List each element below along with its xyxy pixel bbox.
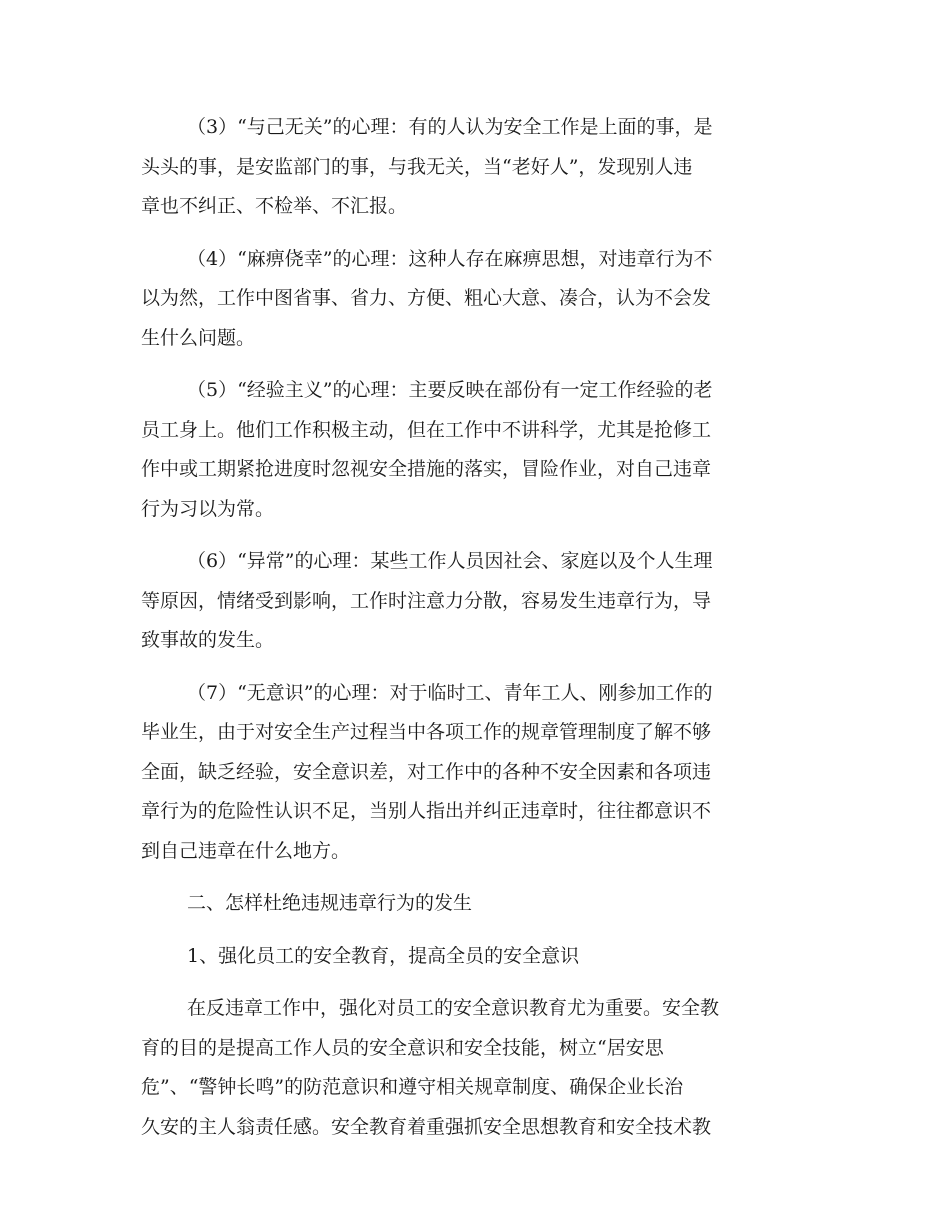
paragraph-5-empiricism: （5）“经验主义”的心理：主要反映在部份有一定工作经验的老 员工身上。他们工作积极主动，但在工作中不讲科学，尤其是抢修工 作中或工期紧抢进度时忽视安全措施的落实，冒险作业，对自己违章 行为习以为常。 [141,379,713,520]
document-body [141,108,811,1147]
subsection-heading-1: 1、强化员工的安全教育，提高全员的安全意识 [187,944,580,967]
paragraph-3-indifference: （3）“与己无关”的心理：有的人认为安全工作是上面的事，是 头头的事，是安监部门的事，与我无关，当“老好人”，发现别人违 章也不纠正、不检举、不汇报。 [141,116,713,217]
paragraph-4-complacency: （4）“麻痹侥幸”的心理：这种人存在麻痹思想，对违章行为不 以为然，工作中图省事、省力、方便、粗心大意、凑合，认为不会发 生什么问题。 [141,247,713,349]
paragraph-safety-education: 在反违章工作中，强化对员工的安全意识教育尤为重要。安全教 育的目的是提高工作人员的安全意识和安全技能，树立“居安思 危”、“警钟长鸣”的防范意识和遵守相关规章制度、确保企业长治 久安的主人翁责任感。安全教育着重强抓安全思想教育和安全技术教 [141,997,720,1138]
paragraph-6-abnormal: （6）“异常”的心理：某些工作人员因社会、家庭以及个人生理 等原因，情绪受到影响，工作时注意力分散，容易发生违章行为，导 致事故的发生。 [141,550,713,651]
section-heading-2: 二、怎样杜绝违规违章行为的发生 [187,892,473,914]
paragraph-7-unconscious: （7）“无意识”的心理：对于临时工、青年工人、刚参加工作的 毕业生，由于对安全生产过程当中各项工作的规章管理制度了解不够 全面，缺乏经验，安全意识差，对工作中的各种不安全因素和各项违 章行为的危险性认识不足，当别人指出并纠正违章时，往往都意识不 到自己违章在什么地方。 [141,681,713,862]
